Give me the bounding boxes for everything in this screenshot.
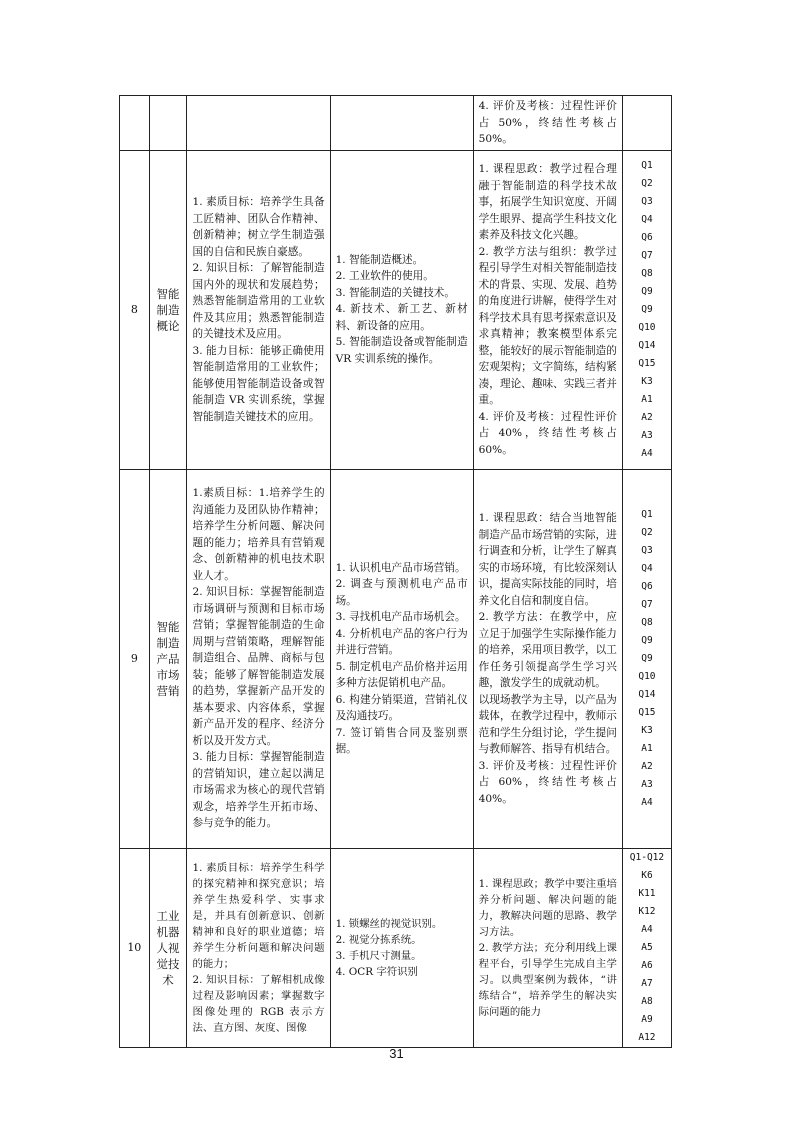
course-content-paragraph: 1. 智能制造概述。 — [335, 253, 424, 266]
course-methods-paragraph: 1. 课程思政：结合当地智能制造产品市场营销的实际，进行调查和分析，让学生了解真实的市场环境，有比较深刻认识，提高实际技能的同时，培养文化自信和制度自信。 — [478, 512, 617, 607]
competency-code: Q1 — [641, 159, 653, 171]
course-name: 工业机器人视觉技术 — [149, 848, 187, 1047]
competency-codes — [622, 150, 671, 469]
course-content-paragraph: 3. 智能制造的关键技术。 — [335, 286, 455, 299]
competency-code: Q9 — [641, 285, 653, 297]
course-methods-paragraph: 1. 课程思政：教学过程合理融于智能制造的科学技术故事，拓展学生知识宽度、开阔学生眼界、提高学生科技文化素养及科技文化兴趣。 — [478, 163, 617, 241]
competency-code: Q7 — [641, 249, 653, 261]
course-methods-paragraph: 1. 课程思政；教学中要注重培养分析问题、解决问题的能力，教解决问题的思路、教学习方法。 — [478, 877, 617, 938]
course-row — [120, 848, 672, 1047]
course-goals — [187, 848, 330, 1047]
page-number: 31 — [389, 1046, 404, 1061]
course-content — [330, 469, 473, 848]
course-methods-paragraph: 2. 教学方法：在教学中，应立足于加强学生实际操作能力的培养，采用项目教学，以工作任务引领提高学生学习兴趣，激发学生的成就动机。 — [478, 611, 617, 689]
competency-code: Q3 — [641, 195, 653, 207]
course-content — [330, 96, 473, 151]
competency-code: A4 — [641, 796, 653, 808]
competency-code: Q15 — [638, 706, 656, 718]
course-row — [120, 96, 672, 151]
competency-code: Q15 — [638, 357, 656, 369]
competency-code: A4 — [641, 923, 653, 935]
competency-code: Q7 — [641, 598, 653, 610]
course-methods-paragraph: 以现场教学为主导，以产品为载体，在教学过程中，教师示范和学生分组讨论，学生提问与教师解答、指导有机结合。 — [478, 693, 617, 755]
competency-code: Q9 — [641, 303, 653, 315]
course-goals-paragraph: 3. 能力目标：能够正确使用智能制造常用的工业软件；能够使用智能制造设备或智能制造 VR 实训系统，掌握智能制造关键技术的应用。 — [192, 344, 325, 423]
course-name — [149, 96, 187, 151]
course-name: 智能制造概论 — [149, 150, 187, 469]
competency-code: Q14 — [638, 688, 656, 700]
competency-code: Q3 — [641, 544, 653, 556]
competency-code: A4 — [641, 447, 653, 459]
course-content-paragraph: 4. 新技术、新工艺、新材料、新设备的应用。 — [335, 303, 468, 332]
course-goals — [187, 150, 330, 469]
competency-code: A2 — [641, 760, 653, 772]
competency-code: A2 — [641, 411, 653, 423]
competency-code: K6 — [641, 869, 653, 881]
competency-code: A5 — [641, 941, 653, 953]
course-goals-paragraph: 1.素质目标：1.培养学生的沟通能力及团队协作精神；培养学生分析问题、解决问题的能力；培养具有营销观念、创新精神的机电技术职业人才。 — [192, 487, 325, 582]
course-goals-paragraph: 1. 素质目标：培养学生科学的探究精神和探究意识；培养学生热爱科学、实事求是，并具有创新意识、创新精神和良好的职业道德；培养学生分析问题和解决问题的能力； — [192, 861, 325, 970]
course-content-paragraph: 1. 认识机电产品市场营销。 — [335, 561, 466, 574]
course-content-paragraph: 5. 制定机电产品价格并运用多种方法促销机电产品。 — [335, 660, 468, 689]
competency-code: Q1-Q12 — [629, 851, 665, 863]
competency-code: Q2 — [641, 526, 653, 538]
competency-code: A9 — [641, 1013, 653, 1025]
course-methods-paragraph: 3. 评价及考核：过程性评价占 60%，终结性考核占40%。 — [478, 759, 617, 805]
course-content-paragraph: 1. 锁螺丝的视觉识别。 — [335, 917, 443, 930]
course-methods-paragraph: 4. 评价及考核：过程性评价占 40%，终结性考核占60%。 — [478, 410, 617, 456]
competency-code: Q10 — [638, 670, 656, 682]
curriculum-table-body — [120, 96, 672, 1048]
course-methods-paragraph: 2. 教学方法；充分利用线上课程平台，引导学生完成自主学习。以典型案例为载体，“讲练结合”，培养学生的解决实际问题的能力 — [478, 941, 617, 1018]
curriculum-table — [119, 95, 672, 1048]
competency-code: Q2 — [641, 177, 653, 189]
course-name: 智能制造产品市场营销 — [149, 469, 187, 848]
competency-codes — [622, 96, 671, 151]
course-goals-paragraph: 1. 素质目标：培养学生具备工匠精神、团队合作精神、创新精神；树立学生制造强国的自信和民族自豪感。 — [192, 196, 325, 258]
course-methods — [473, 848, 622, 1047]
course-content-paragraph: 7. 签订销售合同及鉴别票据。 — [335, 726, 468, 755]
competency-code: A1 — [641, 393, 653, 405]
course-content-paragraph: 3. 寻找机电产品市场机会。 — [335, 611, 466, 623]
competency-code: Q1 — [641, 508, 653, 520]
competency-code: Q4 — [641, 213, 653, 225]
course-content — [330, 848, 473, 1047]
competency-code: Q6 — [641, 580, 653, 592]
course-content — [330, 150, 473, 469]
course-content-paragraph: 2. 工业软件的使用。 — [335, 270, 434, 283]
competency-code: A8 — [641, 995, 653, 1007]
competency-code: Q6 — [641, 231, 653, 243]
competency-code: Q14 — [638, 339, 656, 351]
course-methods — [473, 150, 622, 469]
competency-code: K3 — [641, 375, 653, 387]
course-content-paragraph: 2. 调查与预测机电产品市场。 — [335, 578, 468, 607]
competency-code: A6 — [641, 959, 653, 971]
course-number: 9 — [120, 469, 150, 848]
competency-code: A12 — [638, 1031, 656, 1043]
course-goals — [187, 469, 330, 848]
competency-code: Q8 — [641, 267, 653, 279]
course-methods-paragraph: 2. 教学方法与组织：教学过程引导学生对相关智能制造技术的背景、实现、发展、趋势的角度进行讲解，使得学生对科学技术具有思考探索意识及求真精神；教案模型体系完整，能较好的展示智能制造的宏观架构；文字简练，结构紧凑，理论、趣味、实践三者并重。 — [478, 245, 617, 406]
course-content-paragraph: 3. 手机尺寸测量。 — [335, 949, 422, 962]
competency-code: Q9 — [641, 652, 653, 664]
competency-code: A7 — [641, 977, 653, 989]
course-content-paragraph: 4. OCR 字符识别 — [335, 965, 418, 978]
competency-codes — [622, 469, 671, 848]
competency-code: A1 — [641, 742, 653, 754]
course-number: 10 — [120, 848, 150, 1047]
course-goals-paragraph: 2. 知识目标：掌握智能制造市场调研与预测和目标市场营销；掌握智能制造的生命周期与营销策略，理解智能制造组合、品牌、商标与包装；能够了解智能制造发展的趋势，掌握新产品开发的基本要求、内容体系，掌握新产品开发的程序、经济分析以及开发方式。 — [192, 586, 325, 747]
course-goals — [187, 96, 330, 151]
competency-code: Q8 — [641, 616, 653, 628]
course-content-paragraph: 2. 视觉分拣系统。 — [335, 933, 422, 946]
competency-code: K12 — [638, 905, 656, 917]
course-content-paragraph: 6. 构建分销渠道，营销礼仪及沟通技巧。 — [335, 693, 468, 722]
competency-code: Q10 — [638, 321, 656, 333]
course-content-paragraph: 5. 智能制造设备或智能制造 VR 实训系统的操作。 — [335, 336, 468, 365]
competency-codes — [622, 848, 671, 1047]
course-goals-paragraph: 2. 知识目标：了解相机成像过程及影响因素；掌握数字图像处理的 RGB 表示方法、直方图、灰度、图像 — [192, 973, 325, 1034]
competency-code: A3 — [641, 778, 653, 790]
competency-code: A3 — [641, 429, 653, 441]
course-methods — [473, 469, 622, 848]
course-content-paragraph: 4. 分析机电产品的客户行为并进行营销。 — [335, 627, 468, 656]
course-methods-paragraph: 4. 评价及考核：过程性评价占 50%，终结性考核占50%。 — [478, 100, 617, 145]
course-number: 8 — [120, 150, 150, 469]
course-row — [120, 150, 672, 469]
course-row — [120, 469, 672, 848]
course-goals-paragraph: 3. 能力目标：掌握智能制造的营销知识，建立起以满足市场需求为核心的现代营销观念，培养学生开拓市场、参与竞争的能力。 — [192, 751, 325, 830]
course-number — [120, 96, 150, 151]
competency-code: K11 — [638, 887, 656, 899]
competency-code: K3 — [641, 724, 653, 736]
course-methods — [473, 96, 622, 151]
course-goals-paragraph: 2. 知识目标：了解智能制造国内外的现状和发展趋势；熟悉智能制造常用的工业软件及其应用；熟悉智能制造的关键技术及应用。 — [192, 262, 325, 340]
competency-code: Q9 — [641, 634, 653, 646]
competency-code: Q4 — [641, 562, 653, 574]
